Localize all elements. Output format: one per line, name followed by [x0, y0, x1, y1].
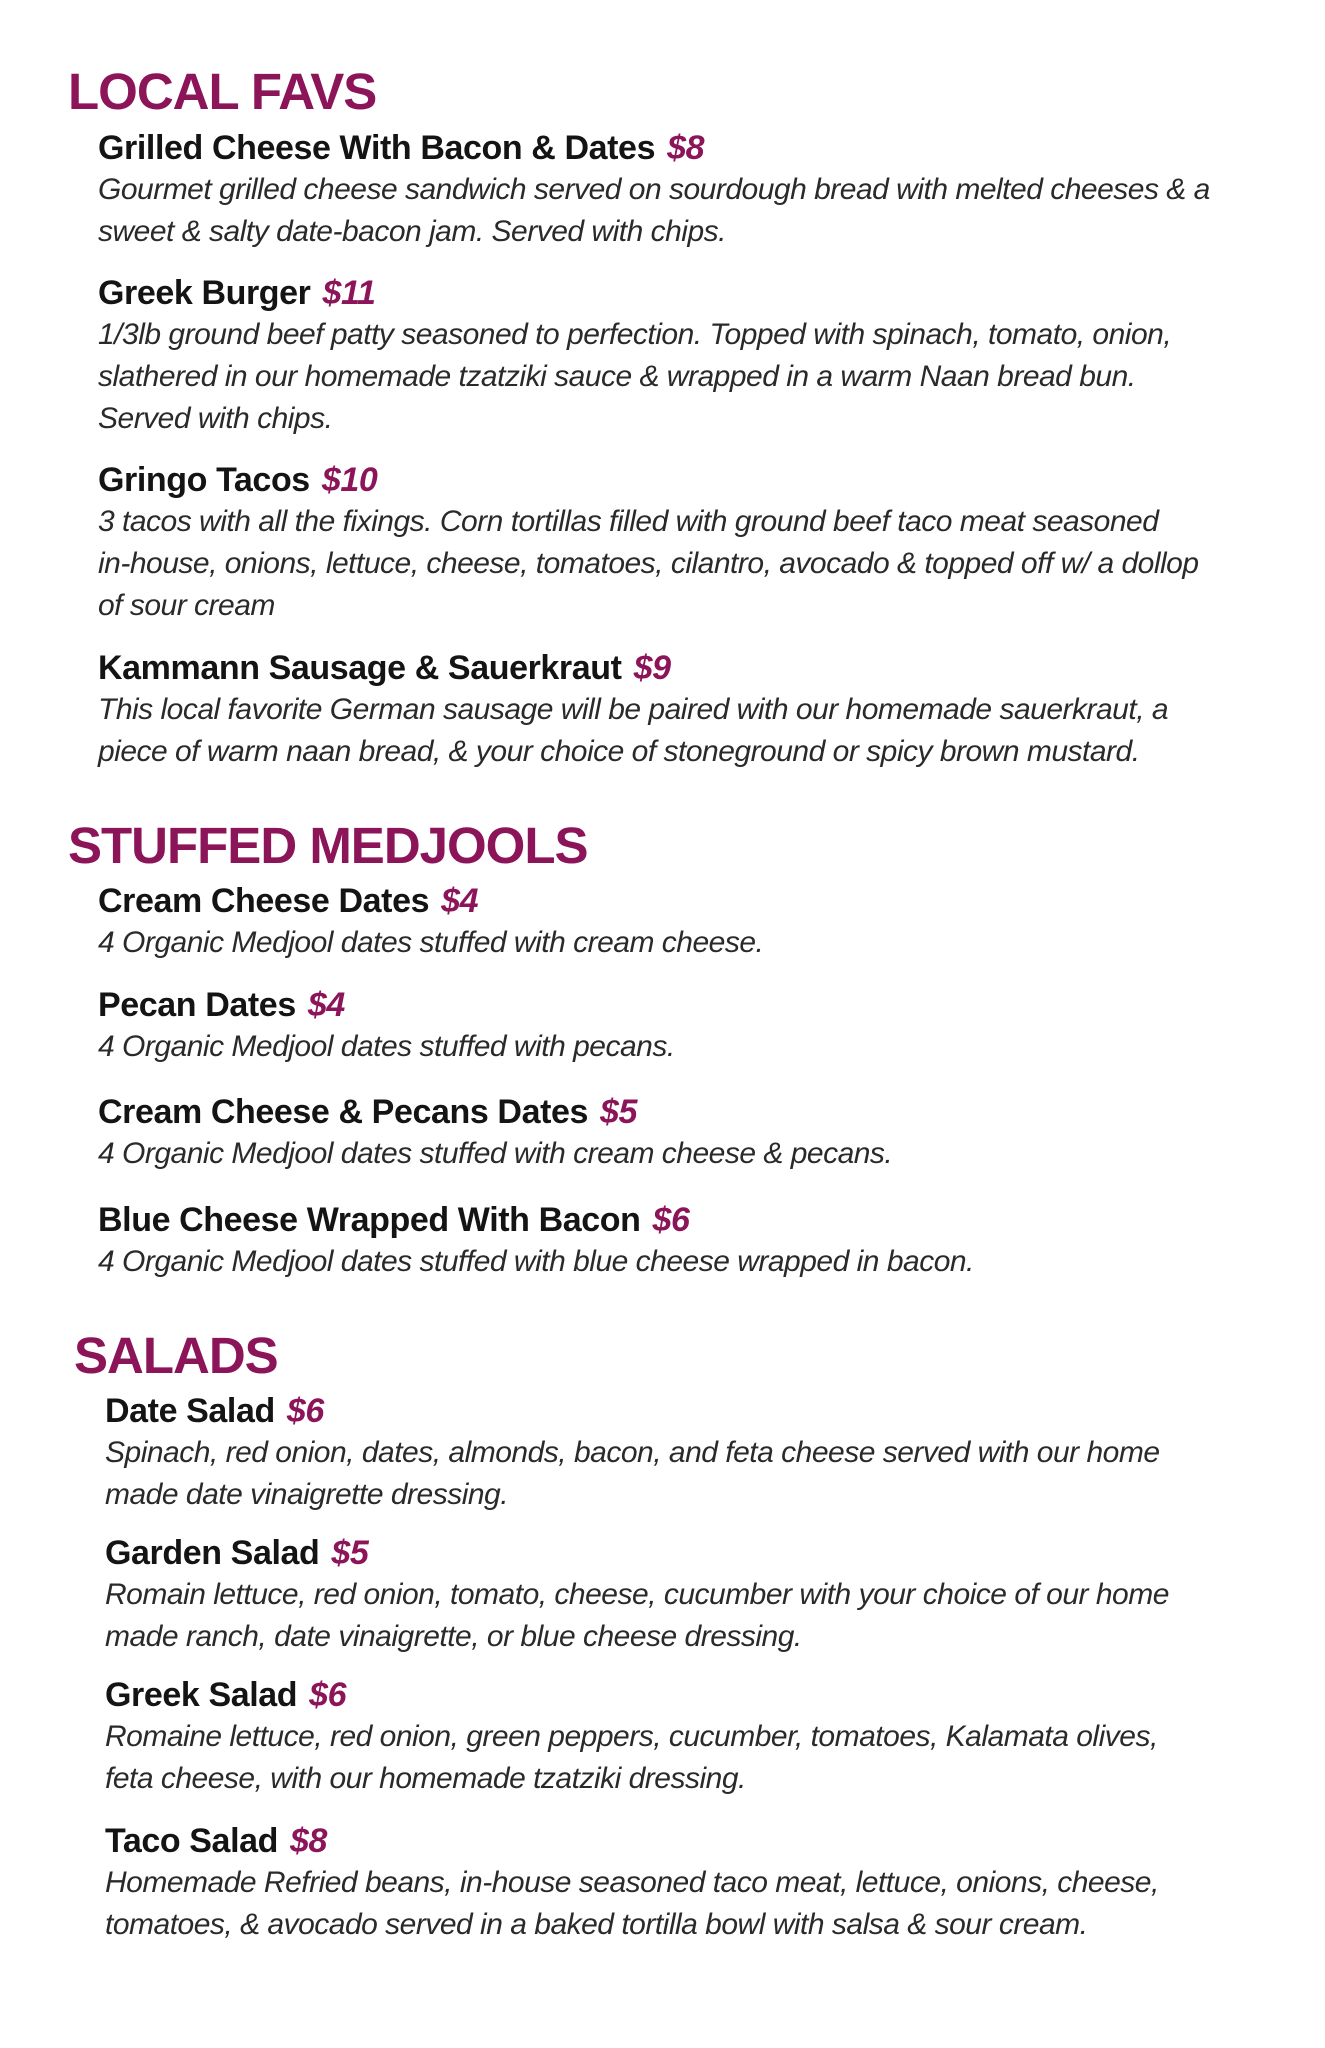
- item-description: sweet & salty date-bacon jam. Served with chips.: [98, 215, 726, 248]
- item-price: $5: [600, 1093, 638, 1131]
- item-name: Grilled Cheese With Bacon & Dates: [98, 129, 656, 167]
- menu-item: [105, 1674, 1255, 1800]
- item-price: $6: [309, 1676, 347, 1714]
- item-name: Greek Burger: [98, 274, 311, 312]
- item-description: tomatoes, & avocado served in a baked tortilla bowl with salsa & sour cream.: [105, 1908, 1088, 1941]
- item-description: Romain lettuce, red onion, tomato, cheese, cucumber with your choice of our home: [105, 1578, 1169, 1611]
- menu-item: [105, 1532, 1255, 1658]
- item-description: Gourmet grilled cheese sandwich served on sourdough bread with melted cheeses & a: [98, 173, 1210, 206]
- item-description: 4 Organic Medjool dates stuffed with blue cheese wrapped in bacon.: [98, 1245, 974, 1278]
- item-price: $8: [290, 1822, 328, 1860]
- item-name: Taco Salad: [105, 1822, 278, 1860]
- item-price: $4: [307, 986, 345, 1024]
- menu-item: [98, 272, 1248, 440]
- item-price: $5: [331, 1534, 369, 1572]
- item-description: in-house, onions, lettuce, cheese, tomatoes, cilantro, avocado & topped off w/ a dollop: [98, 547, 1199, 580]
- item-description: Romaine lettuce, red onion, green peppers, cucumber, tomatoes, Kalamata olives,: [105, 1720, 1158, 1753]
- menu-item: [105, 1820, 1255, 1946]
- item-price: $6: [286, 1392, 324, 1430]
- item-name: Pecan Dates: [98, 986, 296, 1024]
- item-description: feta cheese, with our homemade tzatziki dressing.: [105, 1762, 746, 1795]
- item-description: Spinach, red onion, dates, almonds, bacon, and feta cheese served with our home: [105, 1436, 1160, 1469]
- menu-item: [98, 1091, 1248, 1175]
- item-description: Served with chips.: [98, 402, 333, 435]
- item-name: Gringo Tacos: [98, 461, 310, 499]
- item-description: piece of warm naan bread, & your choice of stoneground or spicy brown mustard.: [98, 735, 1140, 768]
- item-price: $11: [322, 274, 376, 312]
- item-name: Greek Salad: [105, 1676, 298, 1714]
- menu-item: [98, 984, 1248, 1068]
- item-price: $4: [441, 882, 479, 920]
- menu-item: [98, 880, 1248, 964]
- item-description: 1/3lb ground beef patty seasoned to perfection. Topped with spinach, tomato, onion,: [98, 318, 1172, 351]
- menu-item: [98, 1199, 1248, 1283]
- section-title: LOCAL FAVS: [68, 63, 377, 120]
- item-description: 4 Organic Medjool dates stuffed with cream cheese.: [98, 926, 764, 959]
- item-description: This local favorite German sausage will be paired with our homemade sauerkraut, a: [98, 693, 1169, 726]
- item-price: $9: [633, 649, 671, 687]
- item-description: 4 Organic Medjool dates stuffed with pecans.: [98, 1030, 675, 1063]
- menu-item: [98, 459, 1248, 627]
- item-price: $8: [667, 129, 705, 167]
- item-price: $10: [321, 461, 378, 499]
- item-name: Kammann Sausage & Sauerkraut: [98, 649, 622, 687]
- item-description: Homemade Refried beans, in-house seasoned taco meat, lettuce, onions, cheese,: [105, 1866, 1159, 1899]
- item-description: made ranch, date vinaigrette, or blue cheese dressing.: [105, 1620, 802, 1653]
- item-description: of sour cream: [98, 589, 275, 622]
- section-title: STUFFED MEDJOOLS: [68, 817, 588, 874]
- item-name: Date Salad: [105, 1392, 275, 1430]
- item-name: Cream Cheese & Pecans Dates: [98, 1093, 589, 1131]
- section-title: SALADS: [74, 1327, 278, 1384]
- item-name: Garden Salad: [105, 1534, 320, 1572]
- item-description: 4 Organic Medjool dates stuffed with cream cheese & pecans.: [98, 1137, 893, 1170]
- menu-item: [98, 647, 1248, 773]
- item-name: Blue Cheese Wrapped With Bacon: [98, 1201, 641, 1239]
- item-description: made date vinaigrette dressing.: [105, 1478, 509, 1511]
- menu-item: [98, 127, 1248, 253]
- item-name: Cream Cheese Dates: [98, 882, 430, 920]
- item-description: slathered in our homemade tzatziki sauce & wrapped in a warm Naan bread bun.: [98, 360, 1136, 393]
- menu-item: [105, 1390, 1255, 1516]
- item-price: $6: [652, 1201, 690, 1239]
- item-description: 3 tacos with all the fixings. Corn tortillas filled with ground beef taco meat seasoned: [98, 505, 1159, 538]
